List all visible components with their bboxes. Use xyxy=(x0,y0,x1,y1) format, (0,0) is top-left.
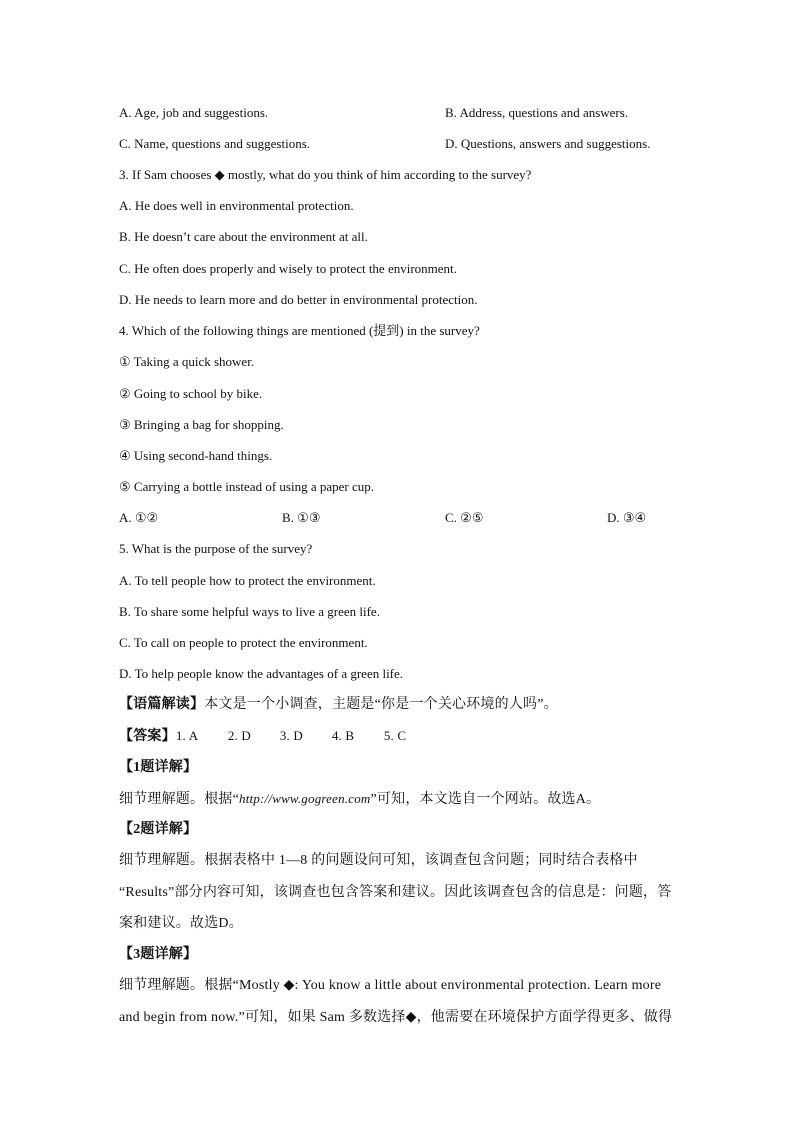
website-url: http://www.gogreen.com xyxy=(239,791,371,806)
q4-item-2: ② Going to school by bike. xyxy=(119,386,263,401)
q4-item-4: ④ Using second-hand things. xyxy=(119,448,273,463)
detail-1-text xyxy=(119,790,600,809)
q5-option-c: C. To call on people to protect the environment. xyxy=(119,635,368,650)
q5-option-d: D. To help people know the advantages of a green life. xyxy=(119,666,404,681)
q3-option-a: A. He does well in environmental protection. xyxy=(119,198,354,213)
detail-2-line-2: “Results”部分内容可知，该调查也包含答案和建议。因此该调查包含的信息是：问题，答 xyxy=(119,885,672,900)
q4-item-5: ⑤ Carrying a bottle instead of using a paper cup. xyxy=(119,479,374,494)
q4-option-d: D. ③④ xyxy=(607,510,647,525)
answer-heading: 【答案】 xyxy=(119,729,176,744)
q4-item-1: ① Taking a quick shower. xyxy=(119,354,255,369)
q2-option-d: D. Questions, answers and suggestions. xyxy=(445,136,651,151)
reading-heading: 【语篇解读】 xyxy=(119,697,205,712)
answer-2: 2. D xyxy=(227,728,252,743)
detail-3-line-2: and begin from now.”可知，如果 Sam 多数选择◆，他需要在环境保护方面学得更多、做得 xyxy=(119,1010,673,1025)
q5-option-b: B. To share some helpful ways to live a green life. xyxy=(119,604,380,619)
answer-1: 1. A xyxy=(175,728,199,743)
reading-text: 本文是一个小调查，主题是“你是一个关心环境的人吗”。 xyxy=(204,697,558,712)
q5-option-a: A. To tell people how to protect the environment. xyxy=(119,573,376,588)
reading-interpretation xyxy=(119,696,558,714)
detail-3-line-1: 细节理解题。根据“Mostly ◆: You know a little about environmental protection. Learn more xyxy=(119,978,662,993)
q4-option-a: A. ①② xyxy=(119,510,159,525)
answer-5: 5. C xyxy=(383,728,407,743)
detail-2-line-1: 细节理解题。根据表格中 1—8 的问题设问可知，该调查包含问题；同时结合表格中 xyxy=(119,853,638,868)
q5-stem: 5. What is the purpose of the survey? xyxy=(119,541,313,556)
answer-4: 4. B xyxy=(331,728,355,743)
q4-stem: 4. Which of the following things are mentioned (提到) in the survey? xyxy=(119,323,480,338)
detail-1-pre: 细节理解题。根据“ xyxy=(119,792,240,807)
detail-2-line-3: 案和建议。故选D。 xyxy=(119,916,243,931)
detail-1-post: ”可知，本文选自一个网站。故选A。 xyxy=(370,792,601,807)
q3-option-d: D. He needs to learn more and do better in environmental protection. xyxy=(119,292,478,307)
q2-option-a: A. Age, job and suggestions. xyxy=(119,105,269,120)
detail-1-heading: 【1题详解】 xyxy=(119,760,198,775)
answer-line xyxy=(119,727,436,746)
q3-option-b: B. He doesn’t care about the environment at all. xyxy=(119,229,368,244)
q4-item-3: ③ Bringing a bag for shopping. xyxy=(119,417,284,432)
answer-3: 3. D xyxy=(279,728,304,743)
q2-option-b: B. Address, questions and answers. xyxy=(445,105,629,120)
q3-option-c: C. He often does properly and wisely to protect the environment. xyxy=(119,261,457,276)
q2-option-c: C. Name, questions and suggestions. xyxy=(119,136,311,151)
q4-option-b: B. ①③ xyxy=(282,510,321,525)
detail-3-heading: 【3题详解】 xyxy=(119,947,198,962)
q4-option-c: C. ②⑤ xyxy=(445,510,484,525)
q3-stem: 3. If Sam chooses ◆ mostly, what do you think of him according to the survey? xyxy=(119,167,532,182)
detail-2-heading: 【2题详解】 xyxy=(119,822,198,837)
